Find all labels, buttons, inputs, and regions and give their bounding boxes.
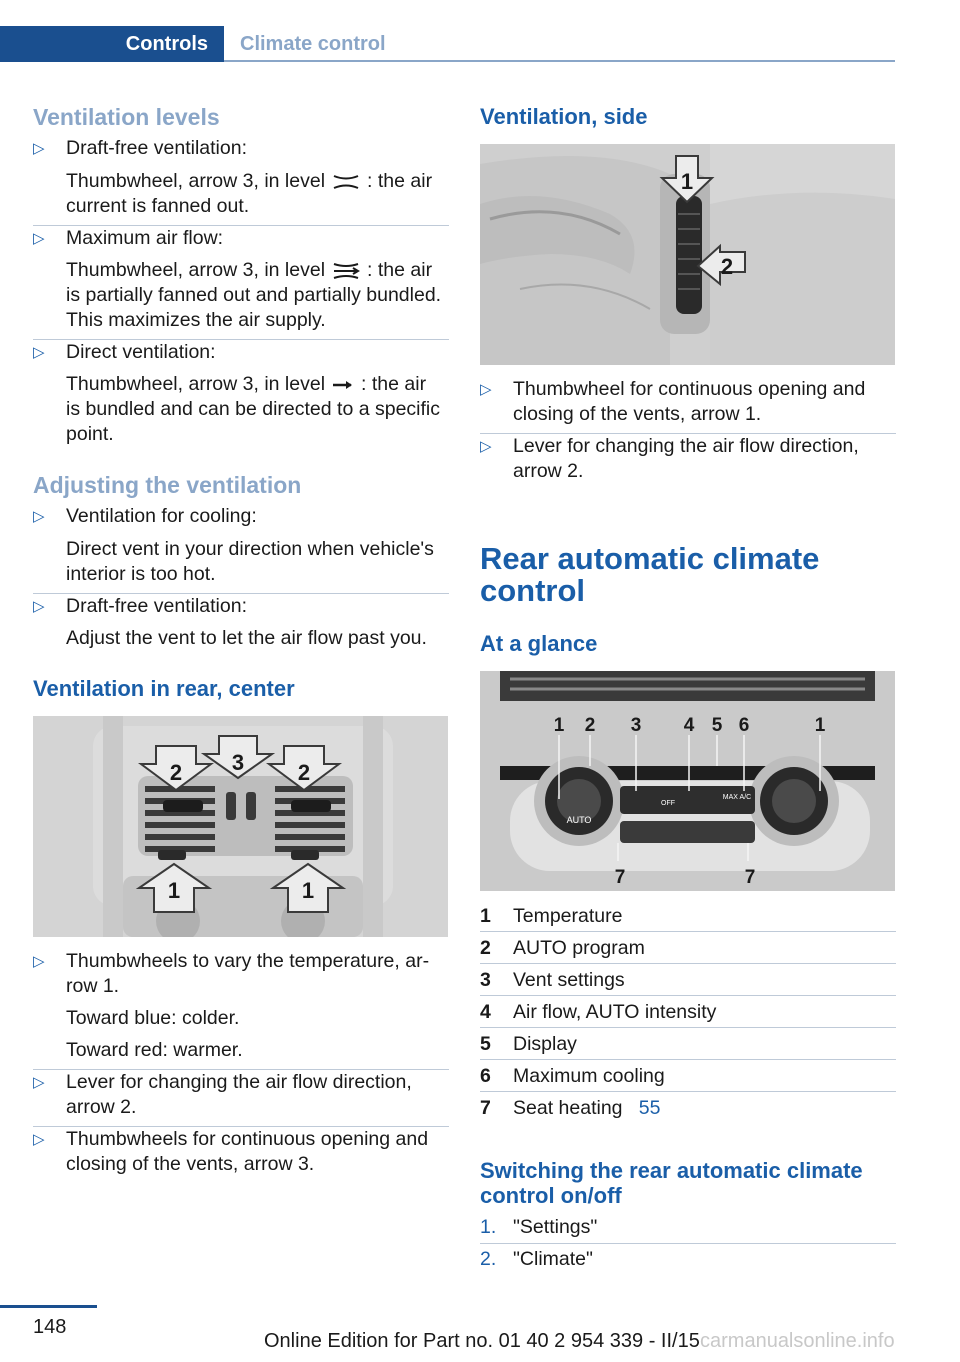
rear-auto-heading-line2: control [480, 573, 586, 608]
list-item-text: closing of the vents, arrow 1. [513, 403, 762, 425]
rear-center-vent-figure [33, 716, 448, 937]
callout-6: 6 [738, 715, 750, 736]
callout-2-right: 2 [297, 760, 311, 785]
divider [480, 963, 896, 964]
list-item-text: arrow 2. [66, 1096, 137, 1118]
section-tab[interactable]: Controls [0, 26, 224, 62]
side-vent-illustration [480, 144, 895, 365]
bullet-triangle-icon: ▷ [33, 344, 45, 361]
bullet-triangle-icon: ▷ [480, 438, 492, 455]
list-item-label: Draft-free ventilation: [66, 137, 247, 159]
list-item-text: arrow 2. [513, 460, 584, 482]
legend-text: AUTO program [513, 937, 645, 959]
chapter-tab[interactable]: Climate control [240, 32, 386, 55]
divider [480, 931, 896, 932]
list-item-text: Adjust the vent to let the air flow past you. [66, 627, 427, 649]
list-item-text: Thumbwheels for continuous opening and [66, 1128, 429, 1150]
divider [480, 1243, 896, 1244]
at-a-glance-heading: At a glance [480, 631, 598, 656]
bullet-triangle-icon: ▷ [33, 1074, 45, 1091]
divider [480, 1091, 896, 1092]
callout-2: 2 [720, 254, 734, 279]
header-rule [224, 60, 895, 62]
callout-1-right: 1 [301, 878, 315, 903]
list-item-text: is bundled and can be directed to a specific [66, 398, 440, 420]
switching-heading-line2: control on/off [480, 1183, 622, 1208]
list-item-text: Thumbwheel, arrow 3, in level : the air [66, 373, 427, 395]
divider [480, 1059, 896, 1060]
list-item-label: Ventilation for cooling: [66, 505, 257, 527]
list-item-text: closing of the vents, arrow 3. [66, 1153, 315, 1175]
direct-flow-icon [331, 375, 355, 395]
callout-5: 5 [711, 715, 723, 736]
bullet-triangle-icon: ▷ [33, 953, 45, 970]
bullet-triangle-icon: ▷ [33, 508, 45, 525]
list-item-text: This maximizes the air supply. [66, 309, 326, 331]
edition-text: Online Edition for Part no. 01 40 2 954 339 - II/15 [264, 1330, 700, 1352]
list-item-text: Thumbwheel for continuous opening and [513, 378, 866, 400]
rear-auto-heading-line1: Rear automatic climate [480, 541, 820, 576]
list-item-text: Toward red: warmer. [66, 1039, 243, 1061]
callout-1: 1 [680, 169, 694, 194]
list-item-label: Maximum air flow: [66, 227, 224, 249]
list-item-text: Thumbwheel, arrow 3, in level : the air [66, 259, 433, 281]
switching-heading-line1: Switching the rear automatic climate [480, 1158, 863, 1183]
rear-auto-heading [480, 543, 819, 607]
ventilation-levels-heading: Ventilation levels [33, 104, 220, 130]
side-heading: Ventilation, side [480, 104, 648, 129]
fanned-out-icon [331, 172, 361, 192]
step-number: 2. [480, 1248, 497, 1270]
legend-number: 2 [480, 937, 491, 959]
legend-number: 4 [480, 1001, 491, 1023]
callout-2: 2 [584, 715, 596, 736]
rear-climate-panel-illustration [480, 671, 895, 891]
list-item-label: Direct ventilation: [66, 341, 216, 363]
legend-number: 1 [480, 905, 491, 927]
legend-text: Air flow, AUTO intensity [513, 1001, 717, 1023]
watermark: carmanualsonline.info [700, 1330, 895, 1352]
list-item-text: point. [66, 423, 114, 445]
list-item-text: Toward blue: colder. [66, 1007, 240, 1029]
list-item-text: Lever for changing the air flow direction, [513, 435, 859, 457]
off-button-label: OFF [661, 800, 675, 807]
list-item-label: Draft-free ventilation: [66, 595, 247, 617]
divider [480, 1027, 896, 1028]
bullet-triangle-icon: ▷ [33, 598, 45, 615]
legend-text: Maximum cooling [513, 1065, 665, 1087]
auto-button-label: AUTO [566, 815, 592, 825]
rear-center-vent-illustration [33, 716, 448, 937]
list-item-text: Lever for changing the air flow direction, [66, 1071, 412, 1093]
bullet-triangle-icon: ▷ [480, 381, 492, 398]
legend-text: Temperature [513, 905, 623, 927]
legend-number: 6 [480, 1065, 491, 1087]
list-item-text: Direct vent in your direction when vehicle's [66, 538, 434, 560]
legend-text [513, 1096, 660, 1121]
legend-number: 3 [480, 969, 491, 991]
step-text: "Settings" [513, 1216, 598, 1238]
bullet-triangle-icon: ▷ [33, 1131, 45, 1148]
legend-text-label: Seat heating [513, 1097, 623, 1119]
page-reference-link[interactable]: 55 [638, 1097, 661, 1119]
bullet-triangle-icon: ▷ [33, 230, 45, 247]
divider [480, 995, 896, 996]
callout-1-left: 1 [553, 715, 565, 736]
list-item-text: row 1. [66, 975, 120, 997]
rear-climate-panel-figure [480, 671, 895, 891]
switching-heading [480, 1158, 863, 1208]
footer-rule [0, 1305, 97, 1308]
callout-3: 3 [231, 750, 245, 775]
rear-center-heading: Ventilation in rear, center [33, 676, 295, 701]
page-header [0, 26, 895, 62]
side-vent-figure [480, 144, 895, 365]
callout-4: 4 [683, 715, 695, 736]
max-ac-button-label: MAX A/C [722, 794, 752, 801]
legend-text: Display [513, 1033, 577, 1055]
callout-3: 3 [630, 715, 642, 736]
bullet-triangle-icon: ▷ [33, 140, 45, 157]
list-item-text: interior is too hot. [66, 563, 216, 585]
callout-2-left: 2 [169, 760, 183, 785]
callout-7-right: 7 [744, 867, 756, 888]
legend-text: Vent settings [513, 969, 625, 991]
max-flow-icon [331, 261, 361, 281]
legend-number: 7 [480, 1097, 491, 1119]
step-text: "Climate" [513, 1248, 593, 1270]
list-item-text: current is fanned out. [66, 195, 250, 217]
legend-number: 5 [480, 1033, 491, 1055]
page-number: 148 [33, 1316, 67, 1338]
callout-1-right: 1 [814, 715, 826, 736]
callout-1-left: 1 [167, 878, 181, 903]
step-number: 1. [480, 1216, 497, 1238]
adjusting-heading: Adjusting the ventilation [33, 472, 302, 498]
list-item-text: is partially fanned out and partially bundled. [66, 284, 442, 306]
list-item-text: Thumbwheels to vary the temperature, ar- [66, 950, 430, 972]
callout-7-left: 7 [614, 867, 626, 888]
list-item-text: Thumbwheel, arrow 3, in level : the air [66, 170, 433, 192]
